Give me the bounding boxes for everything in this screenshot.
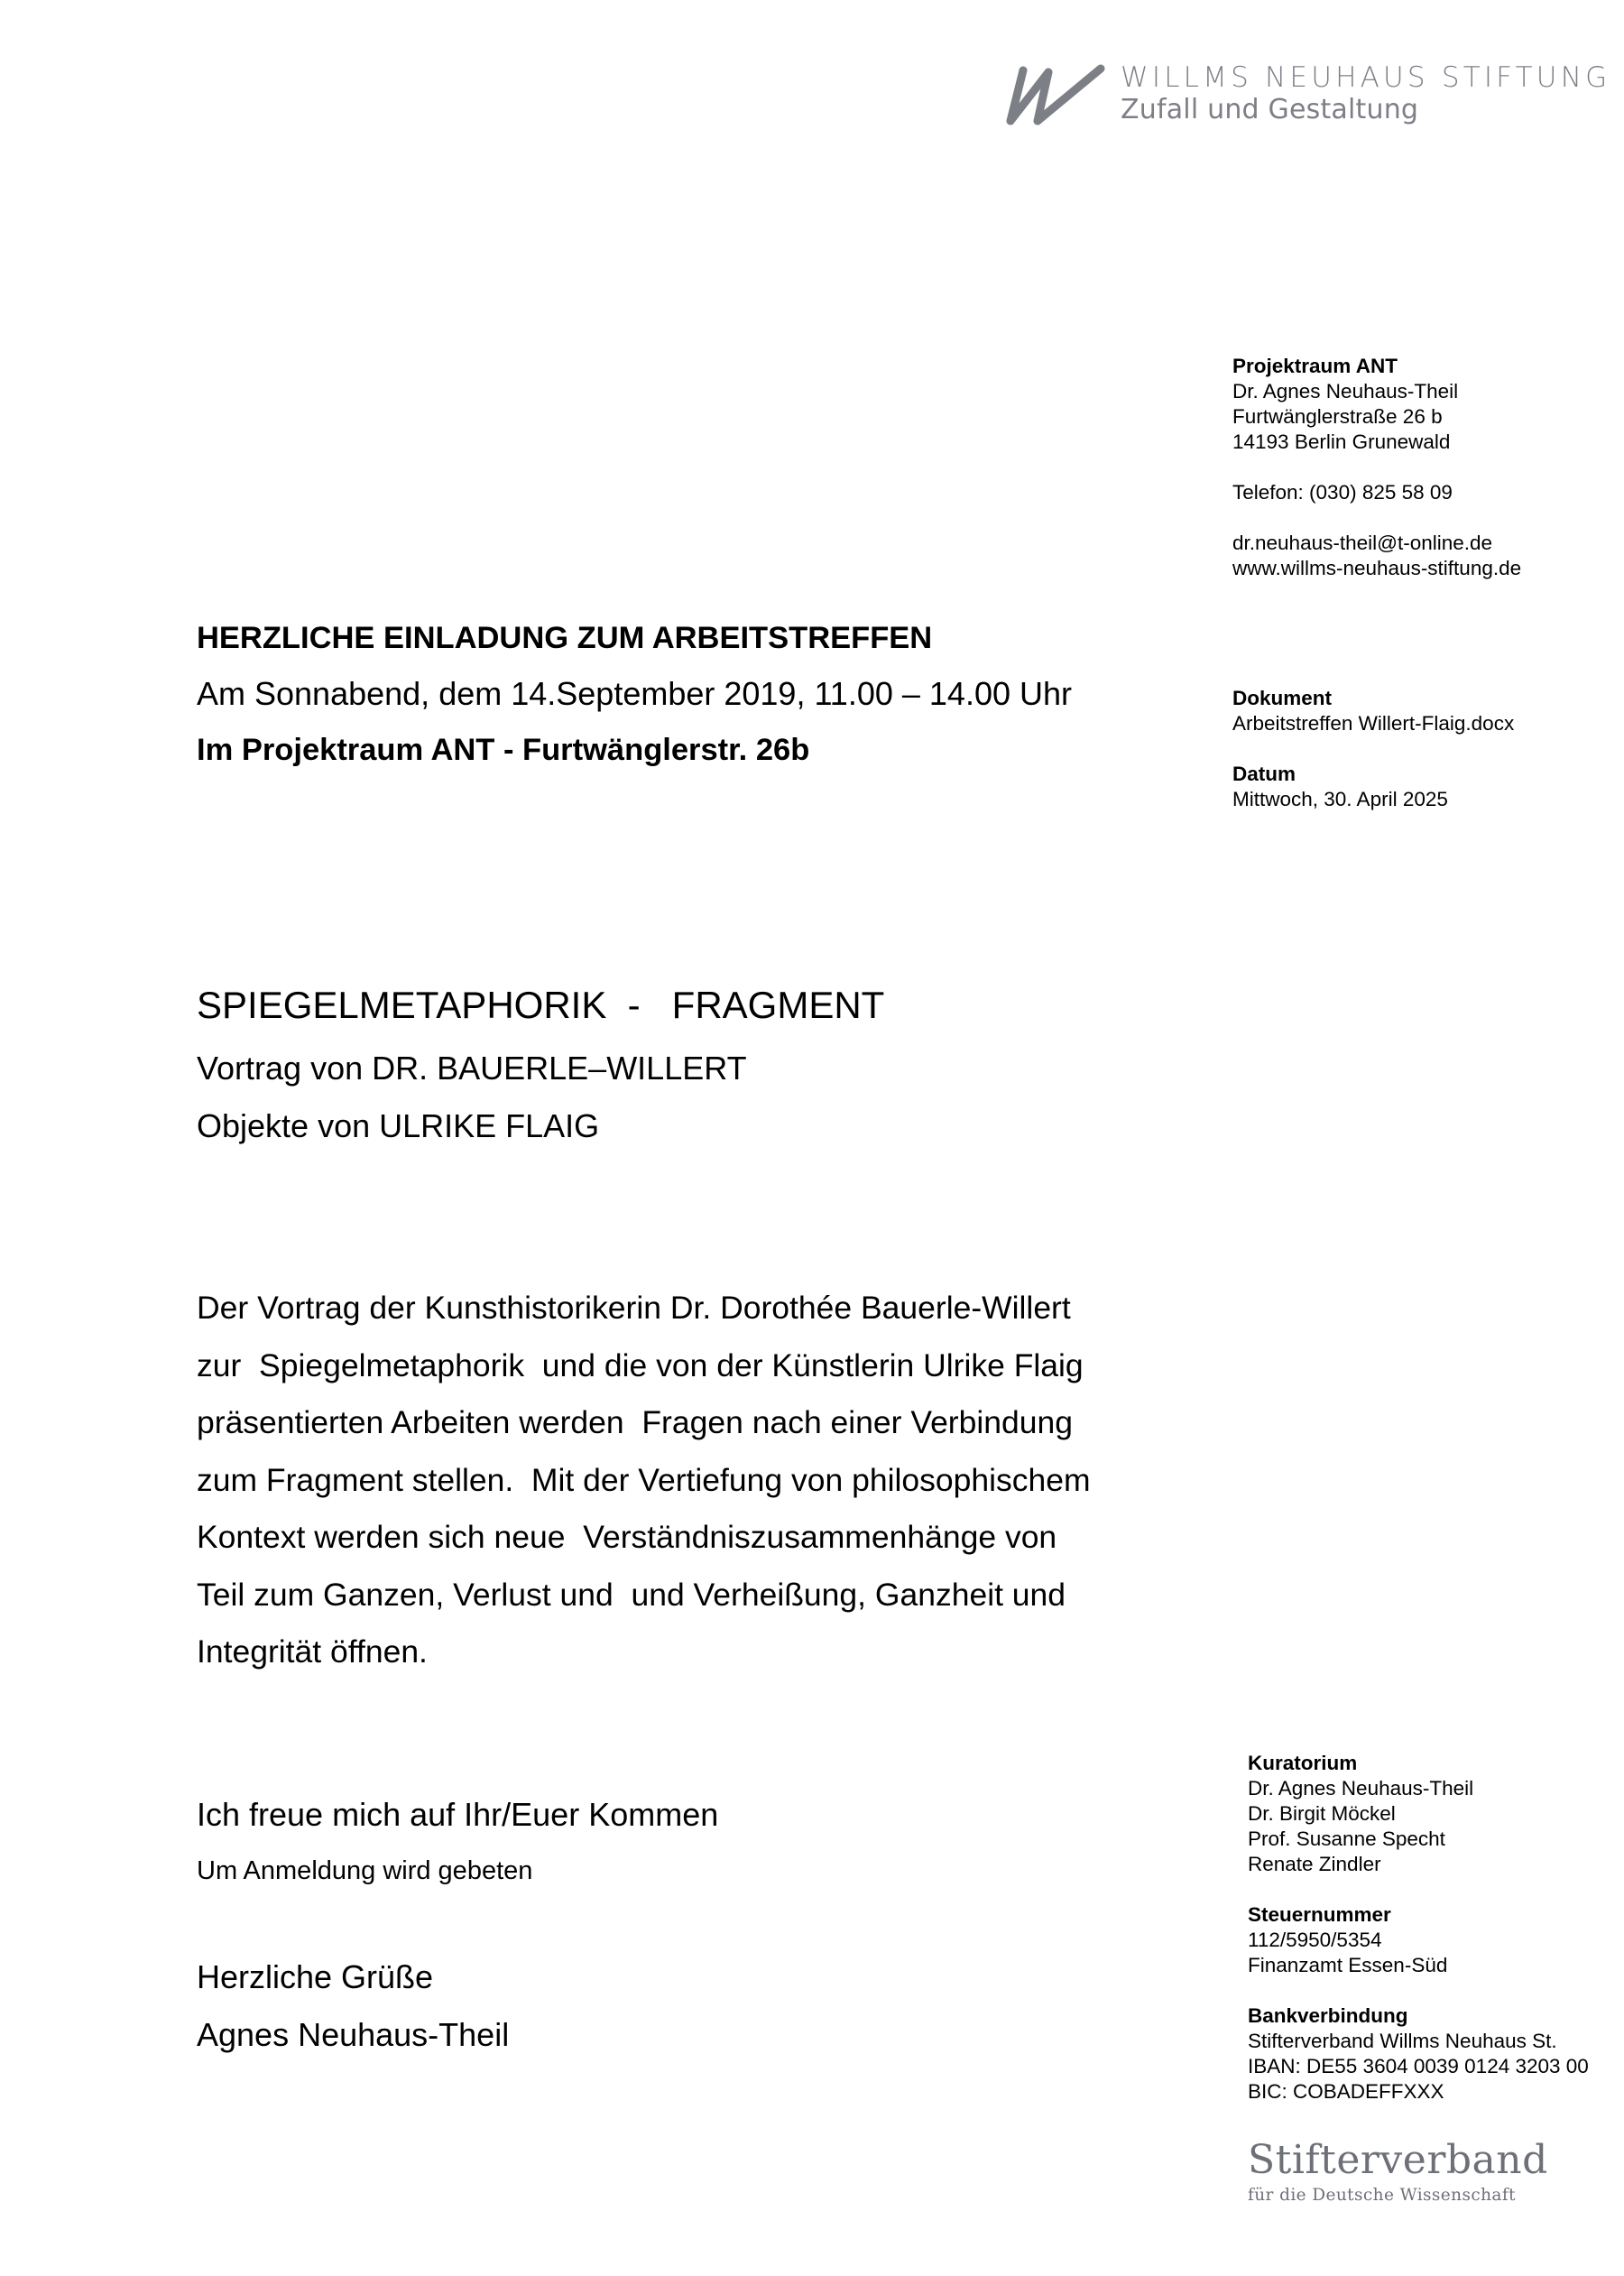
program-lecture: Vortrag von DR. BAUERLE–WILLERT xyxy=(197,1050,747,1087)
registration-note: Um Anmeldung wird gebeten xyxy=(197,1856,533,1885)
paragraph-line: Kontext werden sich neue Verständniszusammenhänge von xyxy=(197,1519,1057,1555)
tax-label: Steuernummer xyxy=(1248,1903,1391,1926)
board-label: Kuratorium xyxy=(1248,1752,1358,1774)
paragraph-line: Integrität öffnen. xyxy=(197,1633,428,1670)
program-topic: SPIEGELMETAPHORIK - FRAGMENT xyxy=(197,984,885,1026)
bank-bic: BIC: COBADEFFXXX xyxy=(1248,2080,1444,2103)
board-member: Prof. Susanne Specht xyxy=(1248,1827,1445,1850)
contact-website[interactable]: www.willms-neuhaus-stiftung.de xyxy=(1232,557,1522,579)
signature: Agnes Neuhaus-Theil xyxy=(197,2016,510,2053)
contact-block xyxy=(1232,354,1521,581)
contact-line: 14193 Berlin Grunewald xyxy=(1232,430,1451,453)
board-member: Dr. Agnes Neuhaus-Theil xyxy=(1248,1777,1474,1800)
foundation-tagline: Zufall und Gestaltung xyxy=(1121,94,1419,125)
greeting: Herzliche Grüße xyxy=(197,1958,434,1995)
paragraph-line: zum Fragment stellen. Mit der Vertiefung von philosophischem xyxy=(197,1461,1091,1498)
document-value: Arbeitstreffen Willert-Flaig.docx xyxy=(1232,712,1515,735)
contact-line: Dr. Agnes Neuhaus-Theil xyxy=(1232,380,1459,402)
wn-monogram-icon xyxy=(1003,63,1110,126)
invitation-title: HERZLICHE EINLADUNG ZUM ARBEITSTREFFEN xyxy=(197,621,933,655)
tax-office: Finanzamt Essen-Süd xyxy=(1248,1954,1448,1976)
paragraph-line: Teil zum Ganzen, Verlust und und Verheißung, Ganzheit und xyxy=(197,1576,1066,1613)
date-label: Datum xyxy=(1232,763,1296,785)
invitation-place: Im Projektraum ANT - Furtwänglerstr. 26b xyxy=(197,733,810,767)
document-info xyxy=(1232,686,1514,812)
bank-name: Stifterverband Willms Neuhaus St. xyxy=(1248,2030,1557,2052)
board-member: Renate Zindler xyxy=(1248,1853,1381,1875)
program-objects: Objekte von ULRIKE FLAIG xyxy=(197,1107,600,1144)
foundation-logo xyxy=(1003,60,1611,132)
bank-label: Bankverbindung xyxy=(1248,2004,1408,2027)
board-member: Dr. Birgit Möckel xyxy=(1248,1802,1396,1825)
document-label: Dokument xyxy=(1232,687,1333,709)
paragraph-line: präsentierten Arbeiten werden Fragen nach einer Verbindung xyxy=(197,1404,1073,1440)
contact-line: Furtwänglerstraße 26 b xyxy=(1232,405,1443,428)
contact-email[interactable]: dr.neuhaus-theil@t-online.de xyxy=(1232,532,1493,554)
date-value: Mittwoch, 30. April 2025 xyxy=(1232,788,1448,810)
bank-iban: IBAN: DE55 3604 0039 0124 3203 00 xyxy=(1248,2055,1589,2077)
stifterverband-logo xyxy=(1248,2137,1548,2207)
invitation-date: Am Sonnabend, dem 14.September 2019, 11.00 – 14.00 Uhr xyxy=(197,675,1072,712)
sponsor-subtitle: für die Deutsche Wissenschaft xyxy=(1248,2186,1516,2205)
paragraph-line: Der Vortrag der Kunsthistorikerin Dr. Dorothée Bauerle-Willert xyxy=(197,1290,1071,1326)
tax-number: 112/5950/5354 xyxy=(1248,1929,1382,1951)
closing-line: Ich freue mich auf Ihr/Euer Kommen xyxy=(197,1796,719,1833)
contact-title: Projektraum ANT xyxy=(1232,355,1398,377)
sponsor-name: Stifterverband xyxy=(1248,2137,1548,2183)
foundation-details xyxy=(1248,1751,1589,2105)
foundation-name: WILLMS NEUHAUS STIFTUNG xyxy=(1121,61,1611,94)
contact-phone: Telefon: (030) 825 58 09 xyxy=(1232,481,1453,504)
paragraph-line: zur Spiegelmetaphorik und die von der Künstlerin Ulrike Flaig xyxy=(197,1346,1084,1383)
body-paragraph xyxy=(197,1280,1091,1681)
